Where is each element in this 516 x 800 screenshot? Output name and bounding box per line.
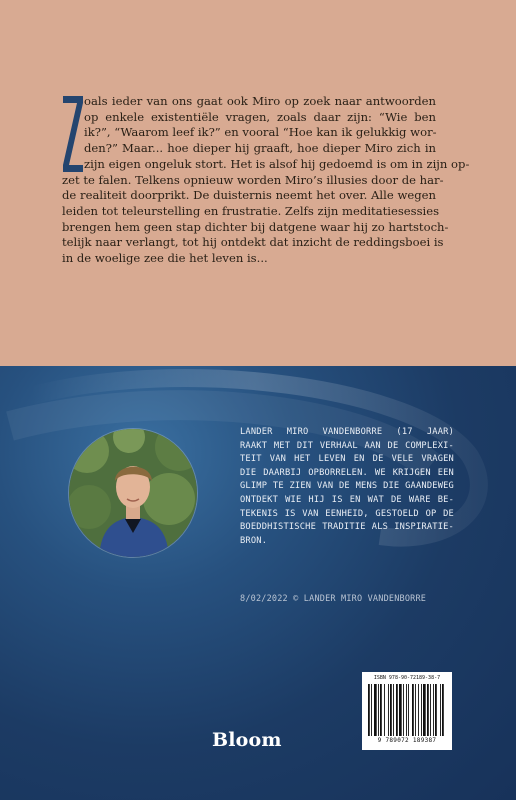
blurb-line: leiden tot teleurstelling en frustratie. Zelfs zijn meditatiesessies xyxy=(62,203,440,218)
blurb-line: in de woelige zee die het leven is... xyxy=(62,251,268,266)
bio-line: RAAKT MET DIT VERHAAL AAN DE COMPLEXI- xyxy=(240,440,454,451)
author-photo xyxy=(68,428,198,558)
blurb-line: den?” Maar... hoe dieper hij graaft, hoe dieper Miro zich in xyxy=(84,141,436,156)
blurb-line: telijk naar verlangt, tot hij ontdekt dat inzicht de reddingsboei is xyxy=(62,235,444,250)
isbn-label: ISBN 978-90-72189-38-7 xyxy=(373,675,441,681)
blurb-line: op enkele existentiële vragen, zoals daar zijn: “Wie ben xyxy=(84,109,436,124)
bio-line: GLIMP TE ZIEN VAN DE MENS DIE GAANDEWEG xyxy=(240,481,454,492)
barcode-bars xyxy=(368,684,446,736)
publisher-logo: Bloom xyxy=(212,729,282,751)
blurb-text xyxy=(62,94,470,267)
blurb-line: brengen hem geen stap dichter bij datgene waar hij zo hartstoch- xyxy=(62,219,449,234)
blurb-line: oals ieder van ons gaat ook Miro op zoek naar antwoorden xyxy=(84,94,436,108)
isbn-barcode xyxy=(362,672,452,750)
bio-line: TEIT VAN HET LEVEN EN DE VELE VRAGEN xyxy=(240,454,454,465)
blurb-line: zet te falen. Telkens opnieuw worden Miro’s illusies door de har- xyxy=(62,172,444,187)
blurb-line: de realiteit doorprikt. De duisternis neemt het over. Alle wegen xyxy=(62,188,436,203)
isbn-digits: 9 789072 189387 xyxy=(377,737,437,744)
dropcap-z xyxy=(62,95,84,173)
bio-line: LANDER MIRO VANDENBORRE (17 JAAR) xyxy=(240,427,454,437)
copyright-line: 8/02/2022 © LANDER MIRO VANDENBORRE xyxy=(240,594,427,604)
bio-line: TEKENIS IS VAN EENHEID, GESTOELD OP DE xyxy=(240,508,454,519)
author-bio xyxy=(240,426,454,548)
bio-line: ONTDEKT WIE HIJ IS EN WAT DE WARE BE- xyxy=(240,494,454,505)
bio-line: BRON. xyxy=(240,535,268,546)
author-portrait-illustration xyxy=(69,429,197,557)
blurb-panel xyxy=(0,0,516,366)
blurb-line: ik?”, “Waarom leef ik?” en vooral “Hoe kan ik gelukkig wor- xyxy=(84,125,437,140)
bio-line: BOEDDHISTISCHE TRADITIE ALS INSPIRATIE- xyxy=(240,522,454,533)
blurb-line: zijn eigen ongeluk stort. Het is alsof hij gedoemd is om in zijn op- xyxy=(84,156,470,171)
author-panel xyxy=(0,366,516,800)
bio-line: DIE DAARBIJ OPBORRELEN. WE KRIJGEN EEN xyxy=(240,467,454,478)
